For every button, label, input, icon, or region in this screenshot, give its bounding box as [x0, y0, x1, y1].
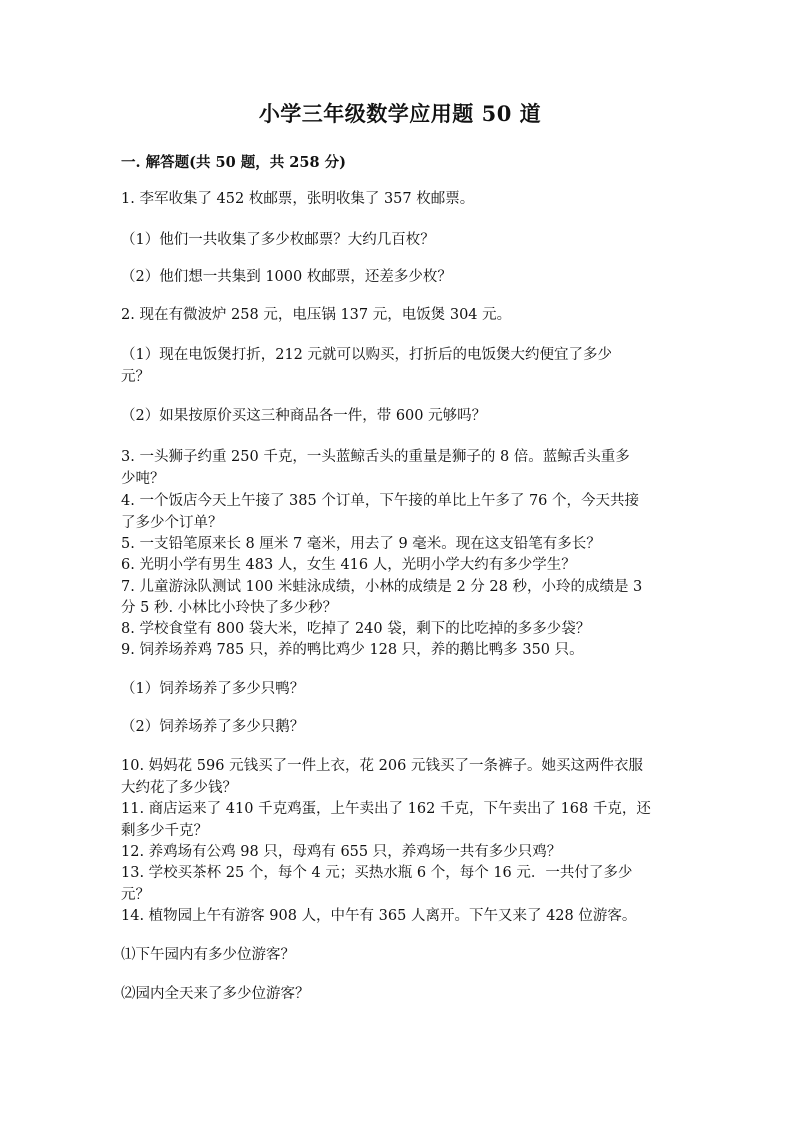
question-8: 8. 学校食堂有 800 袋大米，吃掉了 240 袋，剩下的比吃掉的多多少袋？ — [121, 621, 591, 637]
question-1-stem: 1. 李军收集了 452 枚邮票，张明收集了 357 枚邮票。 — [121, 191, 475, 207]
question-11-line-2: 剩多少千克？ — [121, 823, 208, 839]
question-6: 6. 光明小学有男生 483 人，女生 416 人，光明小学大约有多少学生？ — [121, 557, 576, 573]
question-2-stem: 2. 现在有微波炉 258 元，电压锅 137 元，电饭煲 304 元。 — [121, 307, 512, 323]
question-14-part-1: ⑴下午园内有多少位游客？ — [121, 947, 295, 963]
question-9-part-2: （2）饲养场养了多少只鹅？ — [121, 719, 305, 735]
question-4-line-2: 了多少个订单？ — [121, 515, 223, 531]
question-10-line-1: 10. 妈妈花 596 元钱买了一件上衣，花 206 元钱买了一条裤子。她买这两件衣服 — [121, 758, 643, 774]
page-title: 小学三年级数学应用题 50 道 — [258, 101, 542, 126]
question-2-part-2: （2）如果按原价买这三种商品各一件，带 600 元够吗？ — [121, 408, 487, 424]
question-14-stem: 14. 植物园上午有游客 908 人，中午有 365 人离开。下午又来了 428 位游客。 — [121, 908, 637, 924]
question-2-part-1-line-1: （1）现在电饭煲打折，212 元就可以购买，打折后的电饭煲大约便宜了多少 — [121, 347, 613, 363]
section-heading: 一. 解答题(共 50 题，共 258 分) — [121, 154, 346, 171]
question-3-line-1: 3. 一头狮子约重 250 千克，一头蓝鲸舌头的重量是狮子的 8 倍。蓝鲸舌头重多 — [121, 449, 630, 465]
question-3-line-2: 少吨？ — [121, 471, 165, 487]
question-13-line-1: 13. 学校买茶杯 25 个，每个 4 元；买热水瓶 6 个，每个 16 元．一共付了多少 — [121, 865, 633, 881]
question-5: 5. 一支铅笔原来长 8 厘米 7 毫米，用去了 9 毫米。现在这支铅笔有多长？ — [121, 536, 601, 552]
question-7-line-1: 7. 儿童游泳队测试 100 米蛙泳成绩，小林的成绩是 2 分 28 秒，小玲的成绩是 3 — [121, 579, 643, 595]
question-13-line-2: 元？ — [121, 887, 150, 903]
question-1-part-1: （1）他们一共收集了多少枚邮票？大约几百枚？ — [121, 232, 435, 248]
question-12: 12. 养鸡场有公鸡 98 只，母鸡有 655 只，养鸡场一共有多少只鸡？ — [121, 844, 562, 860]
question-1-part-2: （2）他们想一共集到 1000 枚邮票，还差多少枚？ — [121, 269, 452, 285]
question-9-part-1: （1）饲养场养了多少只鸭？ — [121, 681, 305, 697]
question-4-line-1: 4. 一个饭店今天上午接了 385 个订单，下午接的单比上午多了 76 个，今天共接 — [121, 493, 640, 509]
question-11-line-1: 11. 商店运来了 410 千克鸡蛋，上午卖出了 162 千克，下午卖出了 168 千克，还 — [121, 801, 651, 817]
question-2-part-1-line-2: 元？ — [121, 369, 150, 385]
question-9-stem: 9. 饲养场养鸡 785 只，养的鸭比鸡少 128 只，养的鹅比鸭多 350 只。 — [121, 642, 584, 658]
question-7-line-2: 分 5 秒. 小林比小玲快了多少秒？ — [121, 600, 338, 616]
question-14-part-2: ⑵园内全天来了多少位游客？ — [121, 986, 310, 1002]
question-10-line-2: 大约花了多少钱？ — [121, 780, 237, 796]
